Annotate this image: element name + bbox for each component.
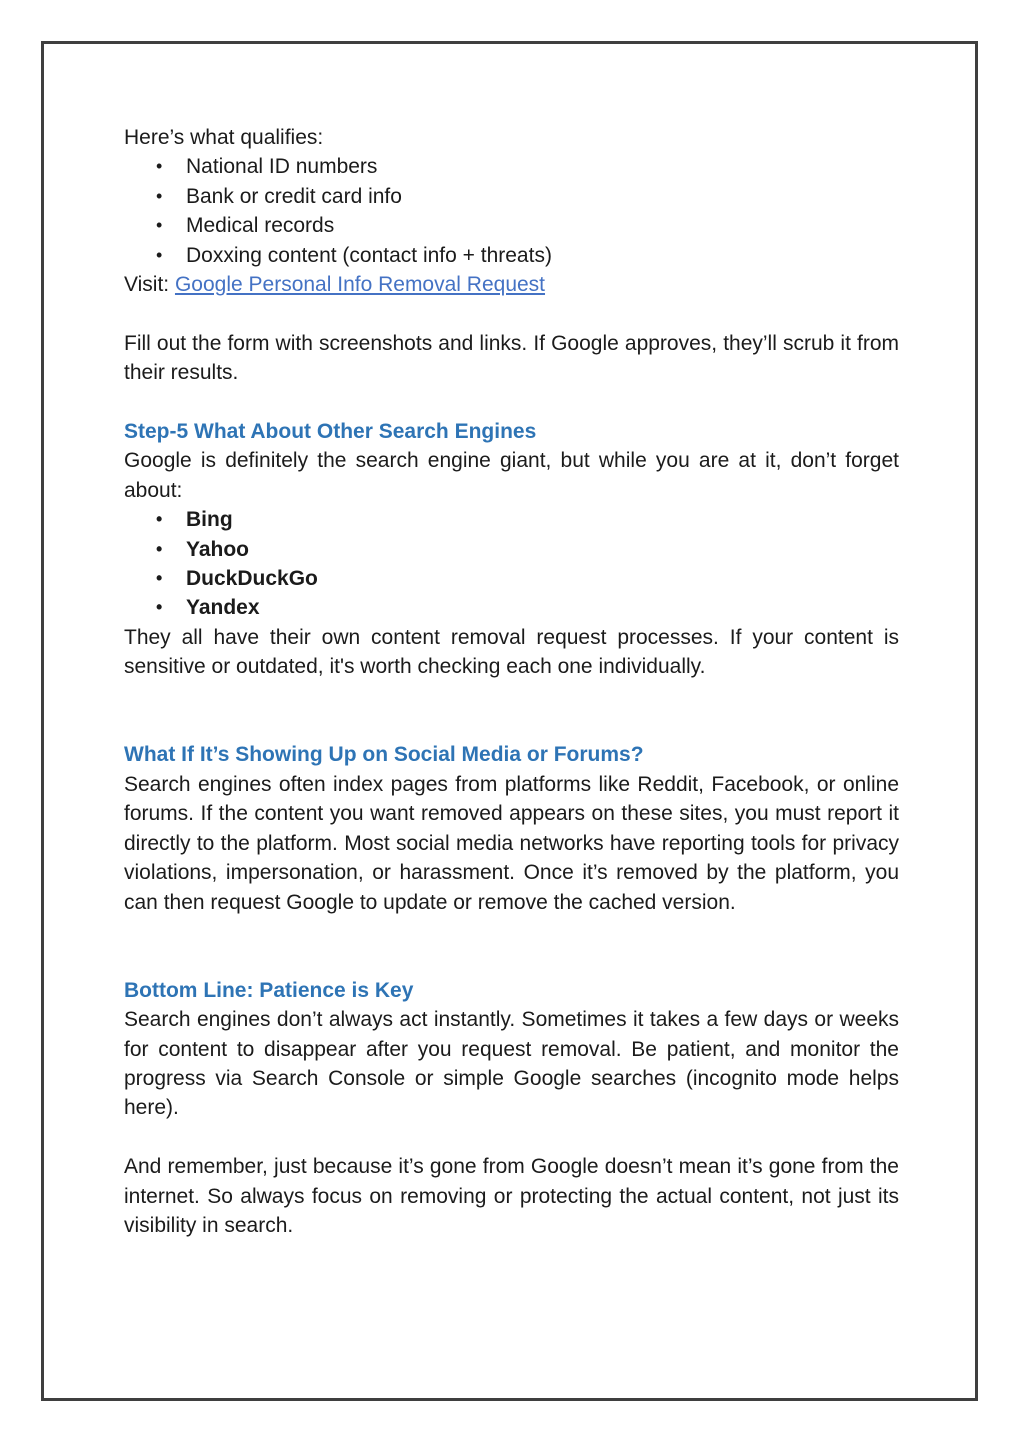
qualifies-list [124,152,899,270]
bottom-line-body-1: Search engines don’t always act instantly. Sometimes it takes a few days or weeks for content to disappear after you request removal. Be patient, and monitor the progress via Search Console or simple Google searches (incognito mode helps here). [124,1008,899,1120]
visit-label: Visit: [124,273,175,297]
form-paragraph: Fill out the form with screenshots and links. If Google approves, they’ll scrub it from their results. [124,331,899,385]
document-content [124,123,899,1240]
visit-line [124,270,899,299]
step5-outro: They all have their own content removal request processes. If your content is sensitive or outdated, it's worth checking each one individually. [124,625,899,679]
step5-heading: Step-5 What About Other Search Engines [124,420,537,444]
step5-intro: Google is definitely the search engine giant, but while you are at it, don’t forget about: [124,449,899,502]
list-item: • Yahoo [124,535,899,564]
list-item: • Bing [124,505,899,534]
list-item: • Medical records [124,211,899,240]
list-item: • DuckDuckGo [124,564,899,593]
bottom-line-body-2: And remember, just because it’s gone from Google doesn’t mean it’s gone from the internet. So always focus on removing or protecting the actual content, not just its visibility in search. [124,1155,899,1237]
search-engine-list [124,505,899,623]
bottom-line-heading: Bottom Line: Patience is Key [124,978,414,1002]
list-item: • National ID numbers [124,152,899,181]
list-item: • Doxxing content (contact info + threats) [124,241,899,270]
social-body: Search engines often index pages from platforms like Reddit, Facebook, or online forums. If the content you want removed appears on these sites, you must report it directly to the platform. Most social media networks have reporting tools for privacy violations, impersonation, or harassment. Once it’s removed by the platform, you can then request Google to update or remove the cached version. [124,772,899,914]
list-item: • Bank or credit card info [124,182,899,211]
list-item: • Yandex [124,593,899,622]
removal-request-link[interactable]: Google Personal Info Removal Request [174,273,546,297]
social-heading: What If It’s Showing Up on Social Media or Forums? [124,743,644,767]
qualifies-intro: Here’s what qualifies: [124,126,324,149]
